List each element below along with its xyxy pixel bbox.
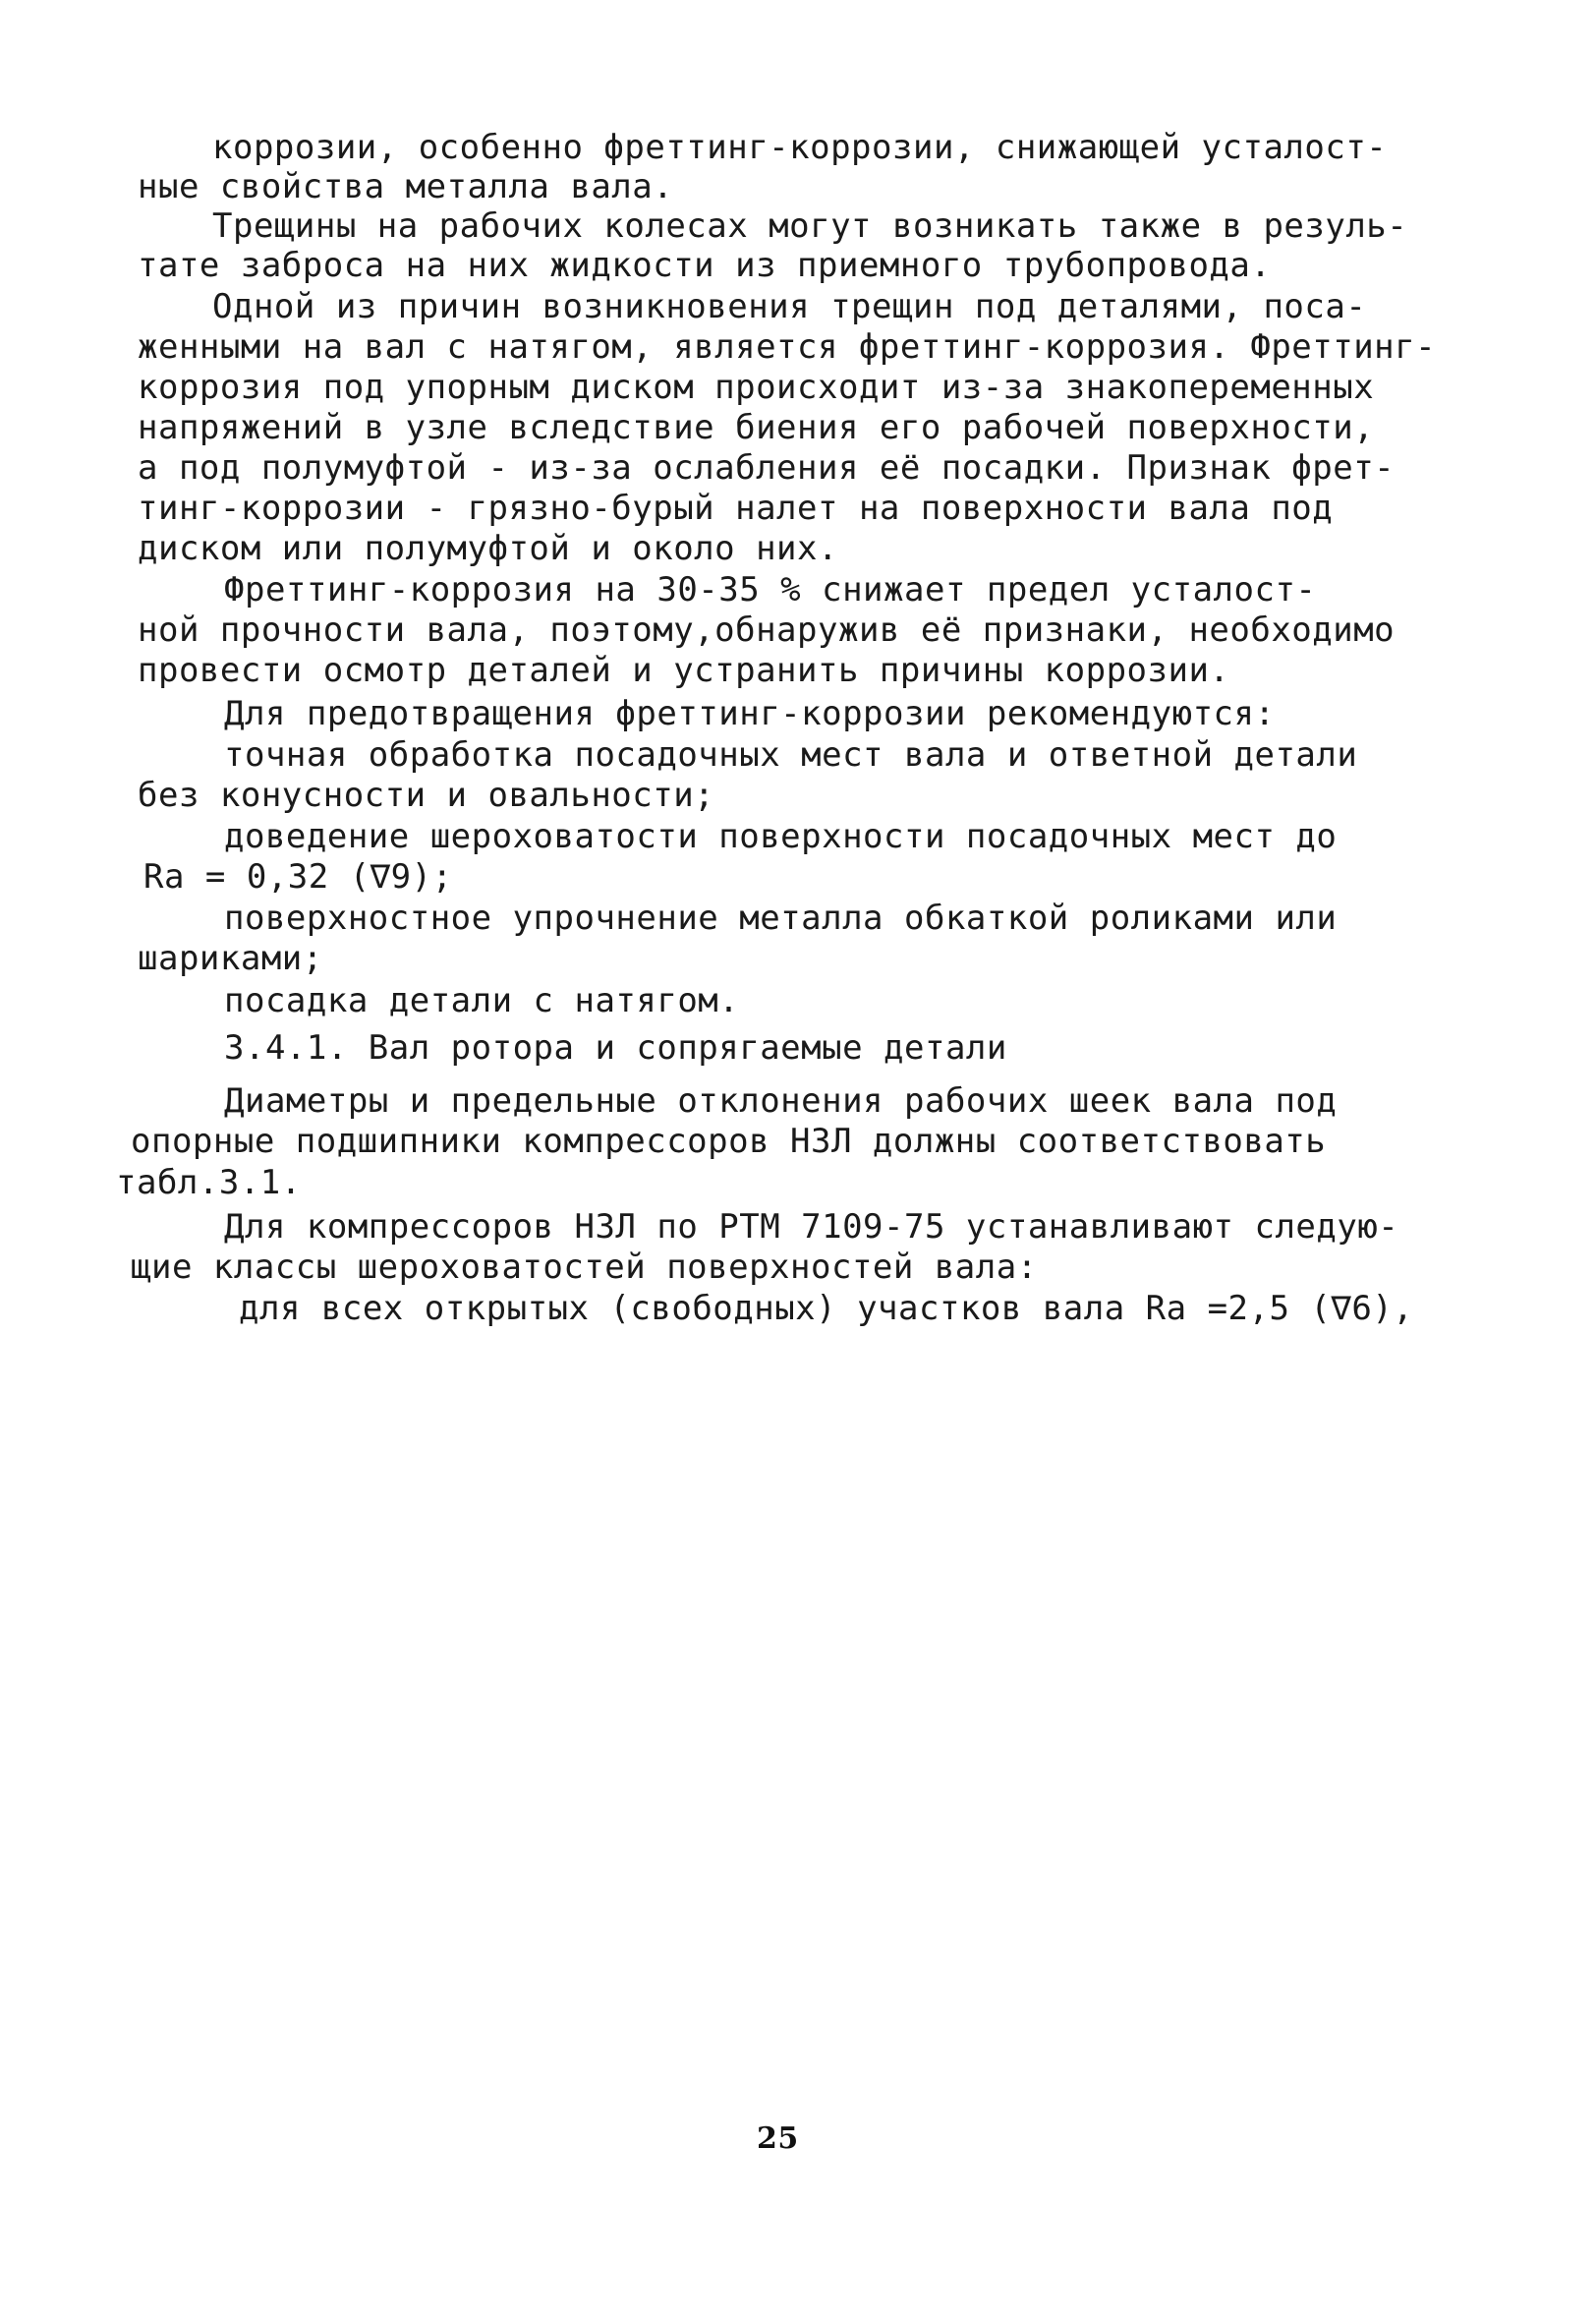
text-line: напряжений в узле вследствие биения его рабочей поверхности, — [138, 408, 1375, 447]
text-line: тате заброса на них жидкости из приемного трубопровода. — [138, 246, 1272, 285]
text-line: провести осмотр деталей и устранить причины коррозии. — [138, 651, 1230, 690]
page-number: 25 — [757, 2121, 799, 2156]
text-line: ной прочности вала, поэтому,обнаружив её признаки, необходимо — [138, 610, 1396, 650]
text-line: ные свойства металла вала. — [138, 167, 674, 206]
text-line: Ra = 0,32 (∇9); — [143, 857, 453, 897]
text-line: Для компрессоров НЗЛ по РТМ 7109-75 устанавливают следую- — [224, 1207, 1399, 1247]
text-line: доведение шероховатости поверхности посадочных мест до — [224, 817, 1338, 856]
text-line: посадка детали с натягом. — [224, 981, 740, 1020]
text-line: для всех открытых (свободных) участков вала Ra =2,5 (∇6), — [239, 1289, 1414, 1328]
text-line: Фреттинг-коррозия на 30-35 % снижает предел усталост- — [224, 570, 1317, 610]
text-line: коррозии, особенно фреттинг-коррозии, снижающей усталост- — [212, 128, 1388, 167]
text-line: тинг-коррозии - грязно-бурый налет на поверхности вала под — [138, 489, 1334, 528]
text-line: диском или полумуфтой и около них. — [138, 529, 838, 568]
text-line: щие классы шероховатостей поверхностей вала: — [131, 1248, 1038, 1287]
text-line: опорные подшипники компрессоров НЗЛ должны соответствовать — [131, 1122, 1327, 1161]
text-line: а под полумуфтой - из-за ослабления её посадки. Признак фрет- — [138, 448, 1396, 488]
text-line: Трещины на рабочих колесах могут возникать также в резуль- — [212, 206, 1408, 246]
text-line: без конусности и овальности; — [138, 776, 715, 815]
text-line: Диаметры и предельные отклонения рабочих шеек вала под — [224, 1081, 1338, 1121]
text-line: коррозия под упорным диском происходит из-за знакопеременных — [138, 368, 1375, 407]
text-line: шариками; — [138, 939, 323, 978]
text-line: Для предотвращения фреттинг-коррозии рекомендуются: — [224, 694, 1276, 733]
text-line: женными на вал с натягом, является фреттинг-коррозия. Фреттинг- — [138, 327, 1437, 367]
text-line: точная обработка посадочных мест вала и ответной детали — [224, 735, 1358, 775]
text-line: Одной из причин возникновения трещин под деталями, поса- — [212, 287, 1367, 326]
section-heading: 3.4.1. Вал ротора и сопрягаемые детали — [224, 1028, 1007, 1068]
text-line: табл.3.1. — [116, 1163, 302, 1202]
text-line: поверхностное упрочнение металла обкаткой роликами или — [224, 899, 1338, 938]
